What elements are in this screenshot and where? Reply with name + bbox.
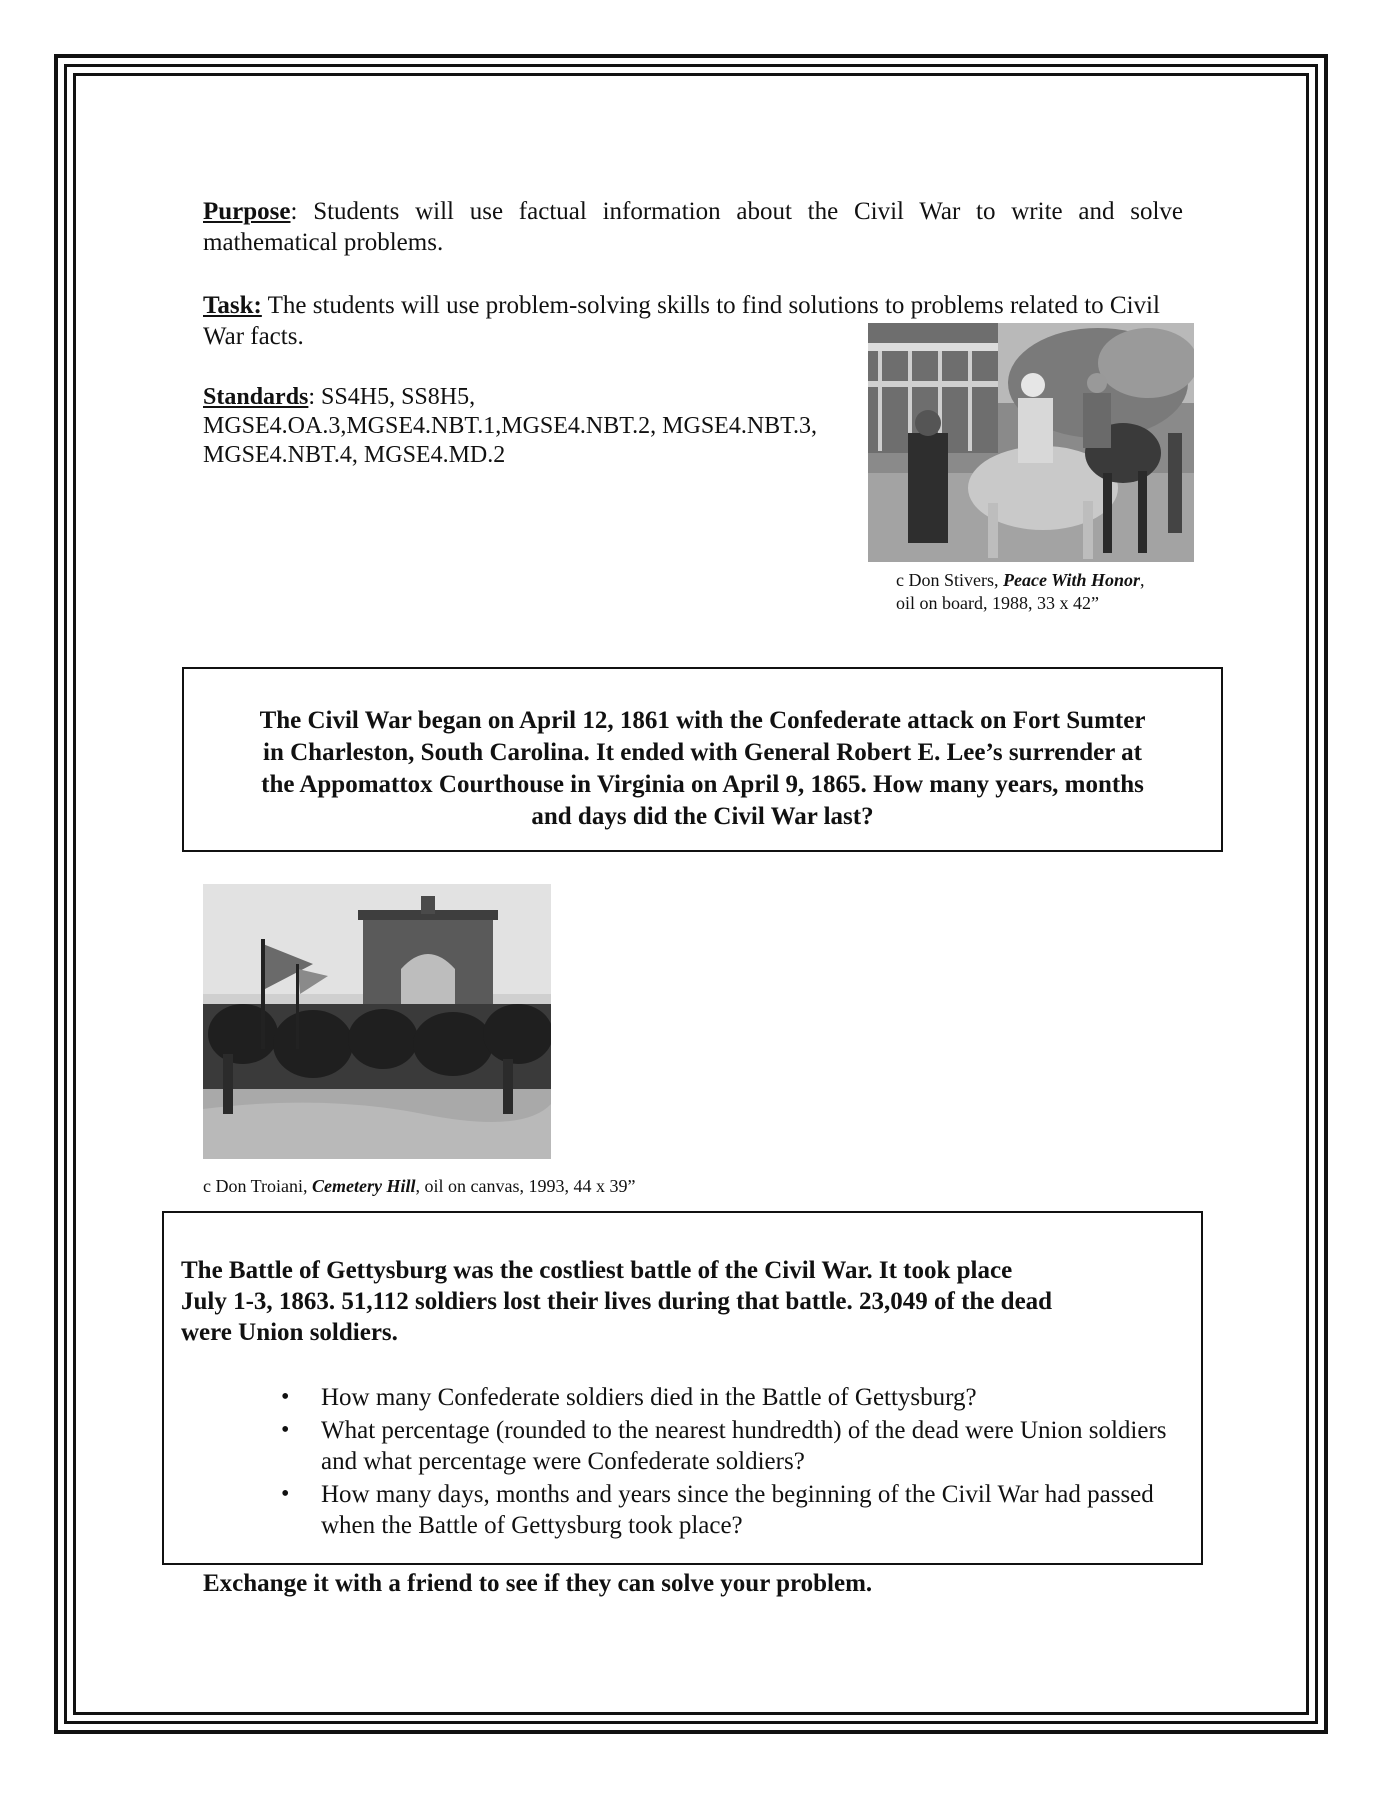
purpose-label: Purpose <box>203 198 291 225</box>
caption1-prefix: c Don Stivers, <box>896 570 1003 590</box>
question2-intro-line3: were Union soldiers. <box>181 1319 398 1346</box>
question2-bullet-list <box>276 1382 1201 1543</box>
caption1-line1-end: , <box>1140 570 1145 590</box>
caption1-line2: oil on board, 1988, 33 x 42” <box>896 593 1099 613</box>
task-text: The students will use problem-solving skills to find solutions to problems related to Civil War facts. <box>203 292 1160 350</box>
standards-paragraph <box>203 383 863 470</box>
question2-intro-line2: July 1-3, 1863. 51,112 soldiers lost their lives during that battle. 23,049 of the dead <box>181 1288 1053 1315</box>
list-item: • How many days, months and years since the beginning of the Civil War had passed when the Battle of Gettysburg took place? <box>321 1479 1201 1541</box>
standards-line2: MGSE4.OA.3,MGSE4.NBT.1,MGSE4.NBT.2, MGSE4.NBT.3, <box>203 413 818 439</box>
question-box-gettysburg <box>162 1211 1203 1565</box>
standards-line1: : SS4H5, SS8H5, <box>308 384 476 410</box>
question2-intro <box>181 1255 1181 1348</box>
caption2-rest: , oil on canvas, 1993, 44 x 39” <box>415 1176 636 1196</box>
standards-label: Standards <box>203 384 309 410</box>
task-label: Task: <box>203 292 262 319</box>
caption2-prefix: c Don Troiani, <box>203 1176 313 1196</box>
list-item: • How many Confederate soldiers died in the Battle of Gettysburg? <box>321 1382 1201 1413</box>
exchange-instruction: Exchange it with a friend to see if they can solve your problem. <box>203 1570 873 1597</box>
question2-intro-line1: The Battle of Gettysburg was the costliest battle of the Civil War. It took place <box>181 1257 1013 1284</box>
list-item: • What percentage (rounded to the nearest hundredth) of the dead were Union soldiers and what percentage were Confederate soldiers? <box>321 1415 1201 1477</box>
standards-line3: MGSE4.NBT.4, MGSE4.MD.2 <box>203 442 506 468</box>
question-box-civil-war-duration <box>182 667 1223 852</box>
peace-with-honor-caption <box>896 569 1196 615</box>
cemetery-hill-caption <box>203 1175 803 1198</box>
caption1-title: Peace With Honor <box>1003 570 1141 590</box>
purpose-paragraph <box>203 196 1183 258</box>
cemetery-hill-painting <box>203 884 551 1159</box>
caption2-title: Cemetery Hill <box>312 1176 416 1196</box>
peace-with-honor-painting <box>868 323 1194 562</box>
purpose-text: : Students will use factual information about the Civil War to write and solve mathematical problems. <box>203 198 1183 256</box>
question1-text: The Civil War began on April 12, 1861 with the Confederate attack on Fort Sumter in Charleston, South Carolina. It ended with General Robert E. Lee’s surrender at the Appomattox Courthouse in Virginia on April 9, 1865. How many years, months and days did the Civil War last? <box>259 707 1146 830</box>
